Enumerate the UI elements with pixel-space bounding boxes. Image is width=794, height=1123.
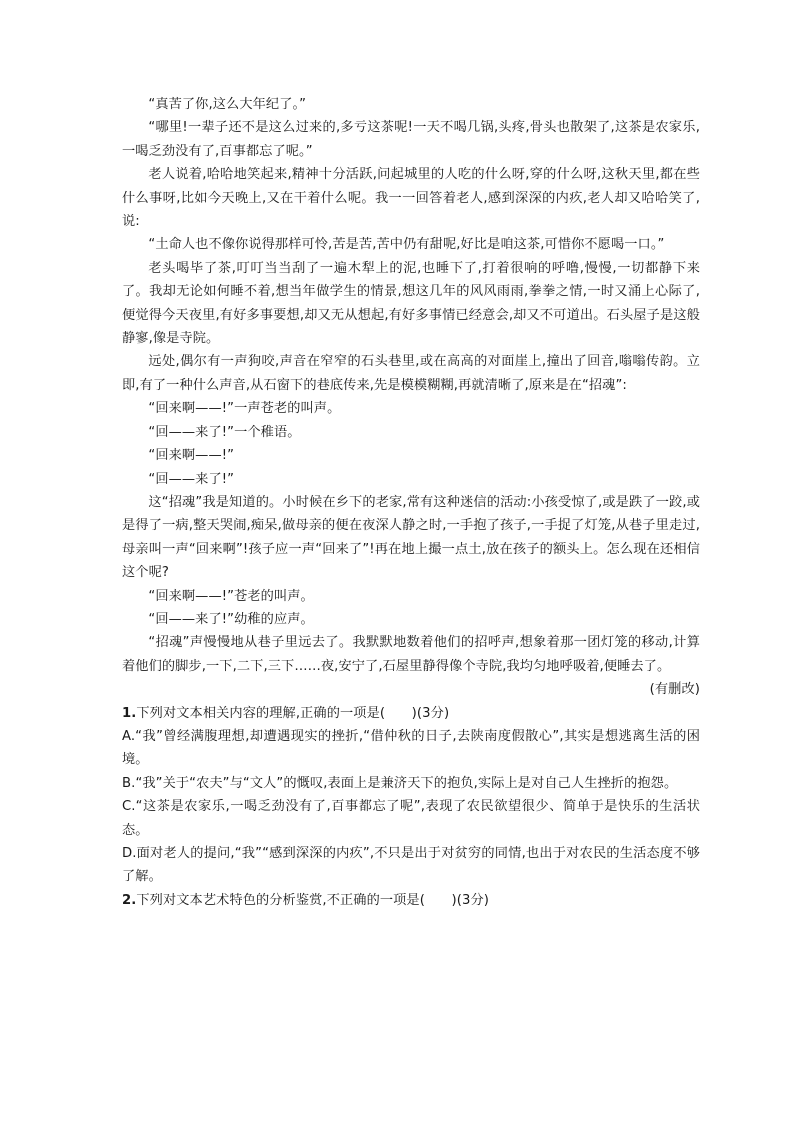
source-note: (有删改) <box>649 682 700 698</box>
passage-paragraph-2: “哪里!一辈子还不是这么过来的,多亏这茶呢!一天不喝几锅,头疼,骨头也散架了,这茶是农家乐,一喝乏劲没有了,百事都忘了呢。” <box>122 120 700 159</box>
option-c: C.“这茶是农家乐,一喝乏劲没有了,百事都忘了呢”,表现了农民欲望很少、简单于是快乐的生活状态。 <box>122 799 700 838</box>
option-d: D.面对老人的提问,“我”“感到深深的内疚”,不只是出于对贫穷的同情,也出于对农民的生活态度不够了解。 <box>122 846 700 885</box>
passage-paragraph-12: “回来啊——!”苍老的叫声。 <box>148 588 314 604</box>
passage-paragraph-5: 老头喝毕了茶,叮叮当当刮了一遍木犁上的泥,也睡下了,打着很响的呼噜,慢慢,一切都静下来了。我却无论如何睡不着,想当年做学生的情景,想这几年的风风雨雨,拳拳之情,一时又涌上心际了,便觉得今天夜里,有好多事要想,却又无从想起,有好多事情已经意会,却又不可道出。石头屋子是这般静寥,像是寺院。 <box>122 260 700 347</box>
question-text: 下列对文本艺术特色的分析鉴赏,不正确的一项是( )(3分) <box>136 892 490 908</box>
passage-paragraph-4: “土命人也不像你说得那样可怜,苦是苦,苦中仍有甜呢,好比是咱这茶,可惜你不愿喝一口。” <box>148 237 665 253</box>
passage-paragraph-11: 这“招魂”我是知道的。小时候在乡下的老家,常有这种迷信的活动:小孩受惊了,或是跌了一跤,或是得了一病,整天哭闹,痴呆,做母亲的便在夜深人静之时,一手抱了孩子,一手捉了灯笼,从巷子里走过,母亲叫一声“回来啊”!孩子应一声“回来了”!再在地上撮一点土,放在孩子的额头上。怎么现在还相信这个呢? <box>122 494 700 581</box>
passage-paragraph-7: “回来啊——!”一声苍老的叫声。 <box>148 401 341 417</box>
option-a: A.“我”曾经满腹理想,却遭遇现实的挫折,“借仲秋的日子,去陕南度假散心”,其实是想逃离生活的困境。 <box>122 728 700 768</box>
passage-paragraph-8: “回——来了!”一个稚语。 <box>148 424 301 440</box>
option-b: B.“我”关于“农夫”与“文人”的慨叹,表面上是兼济天下的抱负,实际上是对自己人生挫折的抱怨。 <box>122 775 678 791</box>
document-content <box>122 93 700 912</box>
passage-paragraph-10: “回——来了!” <box>148 471 235 487</box>
question-number: 1. <box>122 705 137 721</box>
passage-paragraph-1: “真苦了你,这么大年纪了。” <box>148 97 307 112</box>
passage-paragraph-6: 远处,偶尔有一声狗咬,声音在窄窄的石头巷里,或在高高的对面崖上,撞出了回音,嗡嗡传韵。立即,有了一种什么声音,从石窗下的巷底传来,先是模模糊糊,再就清晰了,原来是在“招魂”: <box>122 354 700 393</box>
passage-paragraph-14: “招魂”声慢慢地从巷子里远去了。我默默地数着他们的招呼声,想象着那一团灯笼的移动,计算着他们的脚步,一下,二下,三下……夜,安宁了,石屋里静得像个寺院,我均匀地呼吸着,便睡去了。 <box>122 635 700 674</box>
question-number: 2. <box>122 892 137 908</box>
passage-paragraph-3: 老人说着,哈哈地笑起来,精神十分活跃,问起城里的人吃的什么呀,穿的什么呀,这秋天里,都在些什么事呀,比如今天晚上,又在干着什么呢。我一一回答着老人,感到深深的内疚,老人却又哈哈笑了,说: <box>122 167 700 230</box>
question-text: 下列对文本相关内容的理解,正确的一项是( )(3分) <box>136 705 450 721</box>
passage-paragraph-13: “回——来了!”幼稚的应声。 <box>148 611 314 627</box>
question-2 <box>122 889 700 912</box>
question-1 <box>122 702 700 889</box>
passage-paragraph-9: “回来啊——!” <box>148 448 235 464</box>
